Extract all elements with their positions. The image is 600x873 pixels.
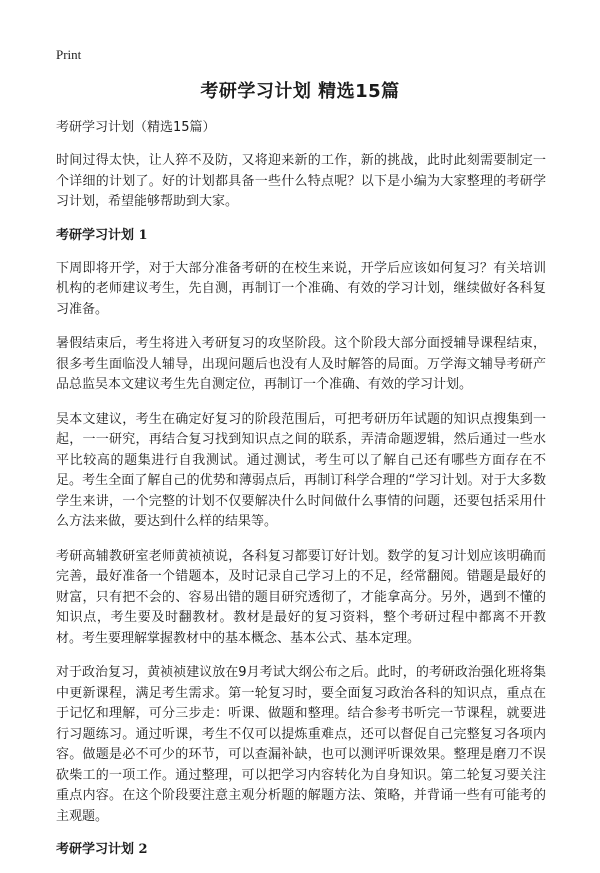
intro-paragraph: 时间过得太快，让人猝不及防，又将迎来新的工作，新的挑战，此时此刻需要制定一个详细的计划了。好的计划都具备一些什么特点呢？以下是小编为大家整理的考研学习计划，希望能够帮助到大家。 — [56, 153, 546, 209]
section-1-paragraph-5: 对于政治复习，黄祯祯建议放在9月考试大纲公布之后。此时，的考研政治强化班将集中更新课程，满足考生需求。第一轮复习时，要全面复习政治各科的知识点，重点在于记忆和理解，可分三步走：听课、做题和整理。结合参考书听完一节课程，就要进行习题练习。通过听课，考生不仅可以提炼重难点，还可以督促自己完整复习各项内容。做题是必不可少的环节，可以查漏补缺，也可以测评听课效果。整理是磨刀不误砍柴工的一项工作。通过整理，可以把学习内容转化为自身知识。第二轮复习要关注重点内容。在这个阶段要注意主观分析题的解题方法、策略，并背诵一些有可能考的主观题。 — [56, 665, 546, 824]
section-1-paragraph-3: 吴本文建议，考生在确定好复习的阶段范围后，可把考研历年试题的知识点搜集到一起，一一研究，再结合复习找到知识点之间的联系，弄清命题逻辑，然后通过一些水平比较高的题集进行自我测试。通过测试，考生可以了解自己还有哪些方面存在不足。考生全面了解自己的优势和薄弱点后，再制订科学合理的“学习计划。对于大多数学生来讲，一个完整的计划不仅要解决什么时间做什么事情的问题，还要包括采用什么方法来做，要达到什么样的结果等。 — [56, 411, 546, 529]
print-link[interactable]: Print — [56, 47, 82, 62]
page-title: 考研学习计划 精选15篇 — [200, 81, 400, 102]
section-1-paragraph-2: 暑假结束后，考生将进入考研复习的攻坚阶段。这个阶段大部分面授辅导课程结束，很多考生面临没人辅导，出现问题后也没有人及时解答的局面。万学海文辅导考研产品总监吴本文建议考生先自测定位，再制订一个准确、有效的学习计划。 — [56, 336, 546, 392]
article-subtitle: 考研学习计划（精选15篇） — [56, 120, 216, 135]
section-heading-2: 考研学习计划 2 — [56, 842, 148, 857]
section-1-paragraph-1: 下周即将开学，对于大部分准备考研的在校生来说，开学后应该如何复习？有关培训机构的老师建议考生，先自测，再制订一个准确、有效的学习计划，继续做好各科复习准备。 — [56, 260, 546, 317]
article-body — [56, 119, 546, 873]
section-heading-1: 考研学习计划 1 — [56, 227, 148, 243]
section-1-paragraph-4: 考研高辅教研室老师黄祯祯说，各科复习都要订好计划。数学的复习计划应该明确而完善，最好准备一个错题本，及时记录自己学习上的不足，经常翻阅。错题是最好的财富，只有把不会的、容易出错的题目研究透彻了，才能拿高分。另外，遇到不懂的知识点，考生要及时翻教材。教材是最好的复习资料，整个考研过程中都离不开教材。考生要理解掌握教材中的基本概念、基本公式、基本定理。 — [56, 548, 546, 646]
